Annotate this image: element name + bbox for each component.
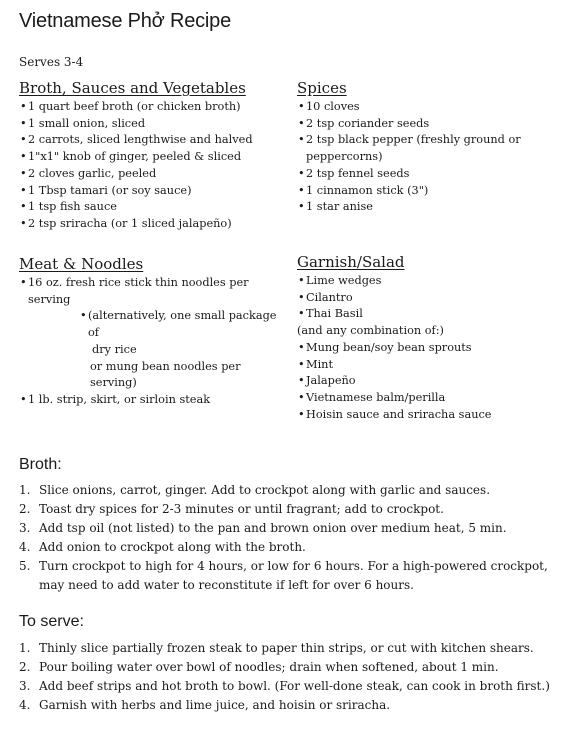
list-item: • Hoisin sauce and sriracha sauce	[297, 407, 557, 424]
garnish-salad-section	[297, 253, 557, 423]
broth-ingredients-section	[19, 79, 289, 233]
garnish-list	[297, 273, 557, 423]
step-item	[19, 500, 554, 519]
step-item	[19, 658, 554, 677]
list-item: • Lime wedges	[297, 273, 557, 290]
list-item-continuation: peppercorns)	[306, 150, 383, 164]
step-item	[19, 557, 554, 595]
list-item: • Cilantro	[297, 290, 557, 307]
step-text: Garnish with herbs and lime juice, and hoisin or sriracha.	[39, 698, 391, 712]
step-text: Toast dry spices for 2-3 minutes or until fragrant; add to crockpot.	[39, 502, 444, 516]
spices-list	[297, 99, 557, 216]
broth-ingredient-list	[19, 99, 289, 233]
list-item: • 1 quart beef broth (or chicken broth)	[19, 99, 289, 116]
list-item: • 2 tsp black pepper (freshly ground or	[297, 132, 557, 149]
step-number: 4.	[19, 698, 31, 712]
broth-steps-heading: Broth:	[19, 456, 62, 473]
list-item: • Thai Basil	[297, 306, 557, 323]
serve-steps-heading: To serve:	[19, 613, 84, 630]
step-number: 5.	[19, 559, 31, 573]
section-heading-meat: Meat & Noodles	[19, 255, 144, 273]
list-item: • 16 oz. fresh rice stick thin noodles per serving	[19, 275, 289, 308]
section-heading-broth: Broth, Sauces and Vegetables	[19, 79, 246, 97]
list-item: • Vietnamese balm/perilla	[297, 390, 557, 407]
broth-steps-list	[19, 481, 554, 595]
step-number: 2.	[19, 502, 31, 516]
serves-note: Serves 3-4	[19, 55, 84, 69]
step-number: 1.	[19, 483, 31, 497]
step-number: 3.	[19, 521, 31, 535]
step-text: Add tsp oil (not listed) to the pan and brown onion over medium heat, 5 min.	[39, 521, 507, 535]
meat-noodles-section	[19, 255, 289, 409]
list-item: • 1 Tbsp tamari (or soy sauce)	[19, 183, 289, 200]
step-number: 3.	[19, 679, 31, 693]
section-heading-spices: Spices	[297, 79, 347, 97]
list-item: • 2 cloves garlic, peeled	[19, 166, 289, 183]
step-item	[19, 696, 554, 715]
list-item-continuation: or mung bean noodles per serving)	[90, 359, 241, 390]
step-item	[19, 677, 554, 696]
step-item	[19, 639, 554, 658]
list-note: (and any combination of:)	[297, 324, 444, 338]
list-item: • Mint	[297, 357, 557, 374]
list-item: • 1"x1" knob of ginger, peeled & sliced	[19, 149, 289, 166]
list-item-continuation: dry rice	[92, 342, 137, 356]
list-item: • 1 tsp fish sauce	[19, 199, 289, 216]
list-item: • Jalapeño	[297, 373, 557, 390]
list-item: • 1 lb. strip, skirt, or sirloin steak	[19, 392, 289, 409]
step-number: 1.	[19, 641, 31, 655]
list-item: • 1 cinnamon stick (3")	[297, 183, 557, 200]
spices-section	[297, 79, 557, 216]
recipe-title: Vietnamese Phở Recipe	[19, 10, 232, 32]
list-item: • 1 star anise	[297, 199, 557, 216]
list-item: • (alternatively, one small package of	[79, 308, 289, 341]
step-item	[19, 519, 554, 538]
step-text: Add beef strips and hot broth to bowl. (For well-done steak, can cook in broth first.)	[39, 679, 550, 693]
serve-steps-list	[19, 639, 554, 715]
list-item: • 2 tsp sriracha (or 1 sliced jalapeño)	[19, 216, 289, 233]
list-item: • 2 carrots, sliced lengthwise and halved	[19, 132, 289, 149]
step-number: 4.	[19, 540, 31, 554]
step-text: Thinly slice partially frozen steak to paper thin strips, or cut with kitchen shears.	[39, 641, 534, 655]
list-item: • 1 small onion, sliced	[19, 116, 289, 133]
step-text: Pour boiling water over bowl of noodles; drain when softened, about 1 min.	[39, 660, 499, 674]
step-text: Add onion to crockpot along with the broth.	[39, 540, 306, 554]
step-item	[19, 538, 554, 557]
list-item: • 2 tsp fennel seeds	[297, 166, 557, 183]
step-text: Slice onions, carrot, ginger. Add to crockpot along with garlic and sauces.	[39, 483, 491, 497]
step-item	[19, 481, 554, 500]
list-item: • 10 cloves	[297, 99, 557, 116]
step-number: 2.	[19, 660, 31, 674]
step-text: Turn crockpot to high for 4 hours, or low for 6 hours. For a high-powered crockpot, may need to add water to reconstitute if left for over 6 hours.	[39, 559, 548, 592]
section-heading-garnish: Garnish/Salad	[297, 253, 405, 271]
list-item: • Mung bean/soy bean sprouts	[297, 340, 557, 357]
list-item: • 2 tsp coriander seeds	[297, 116, 557, 133]
meat-noodles-list	[19, 275, 289, 409]
